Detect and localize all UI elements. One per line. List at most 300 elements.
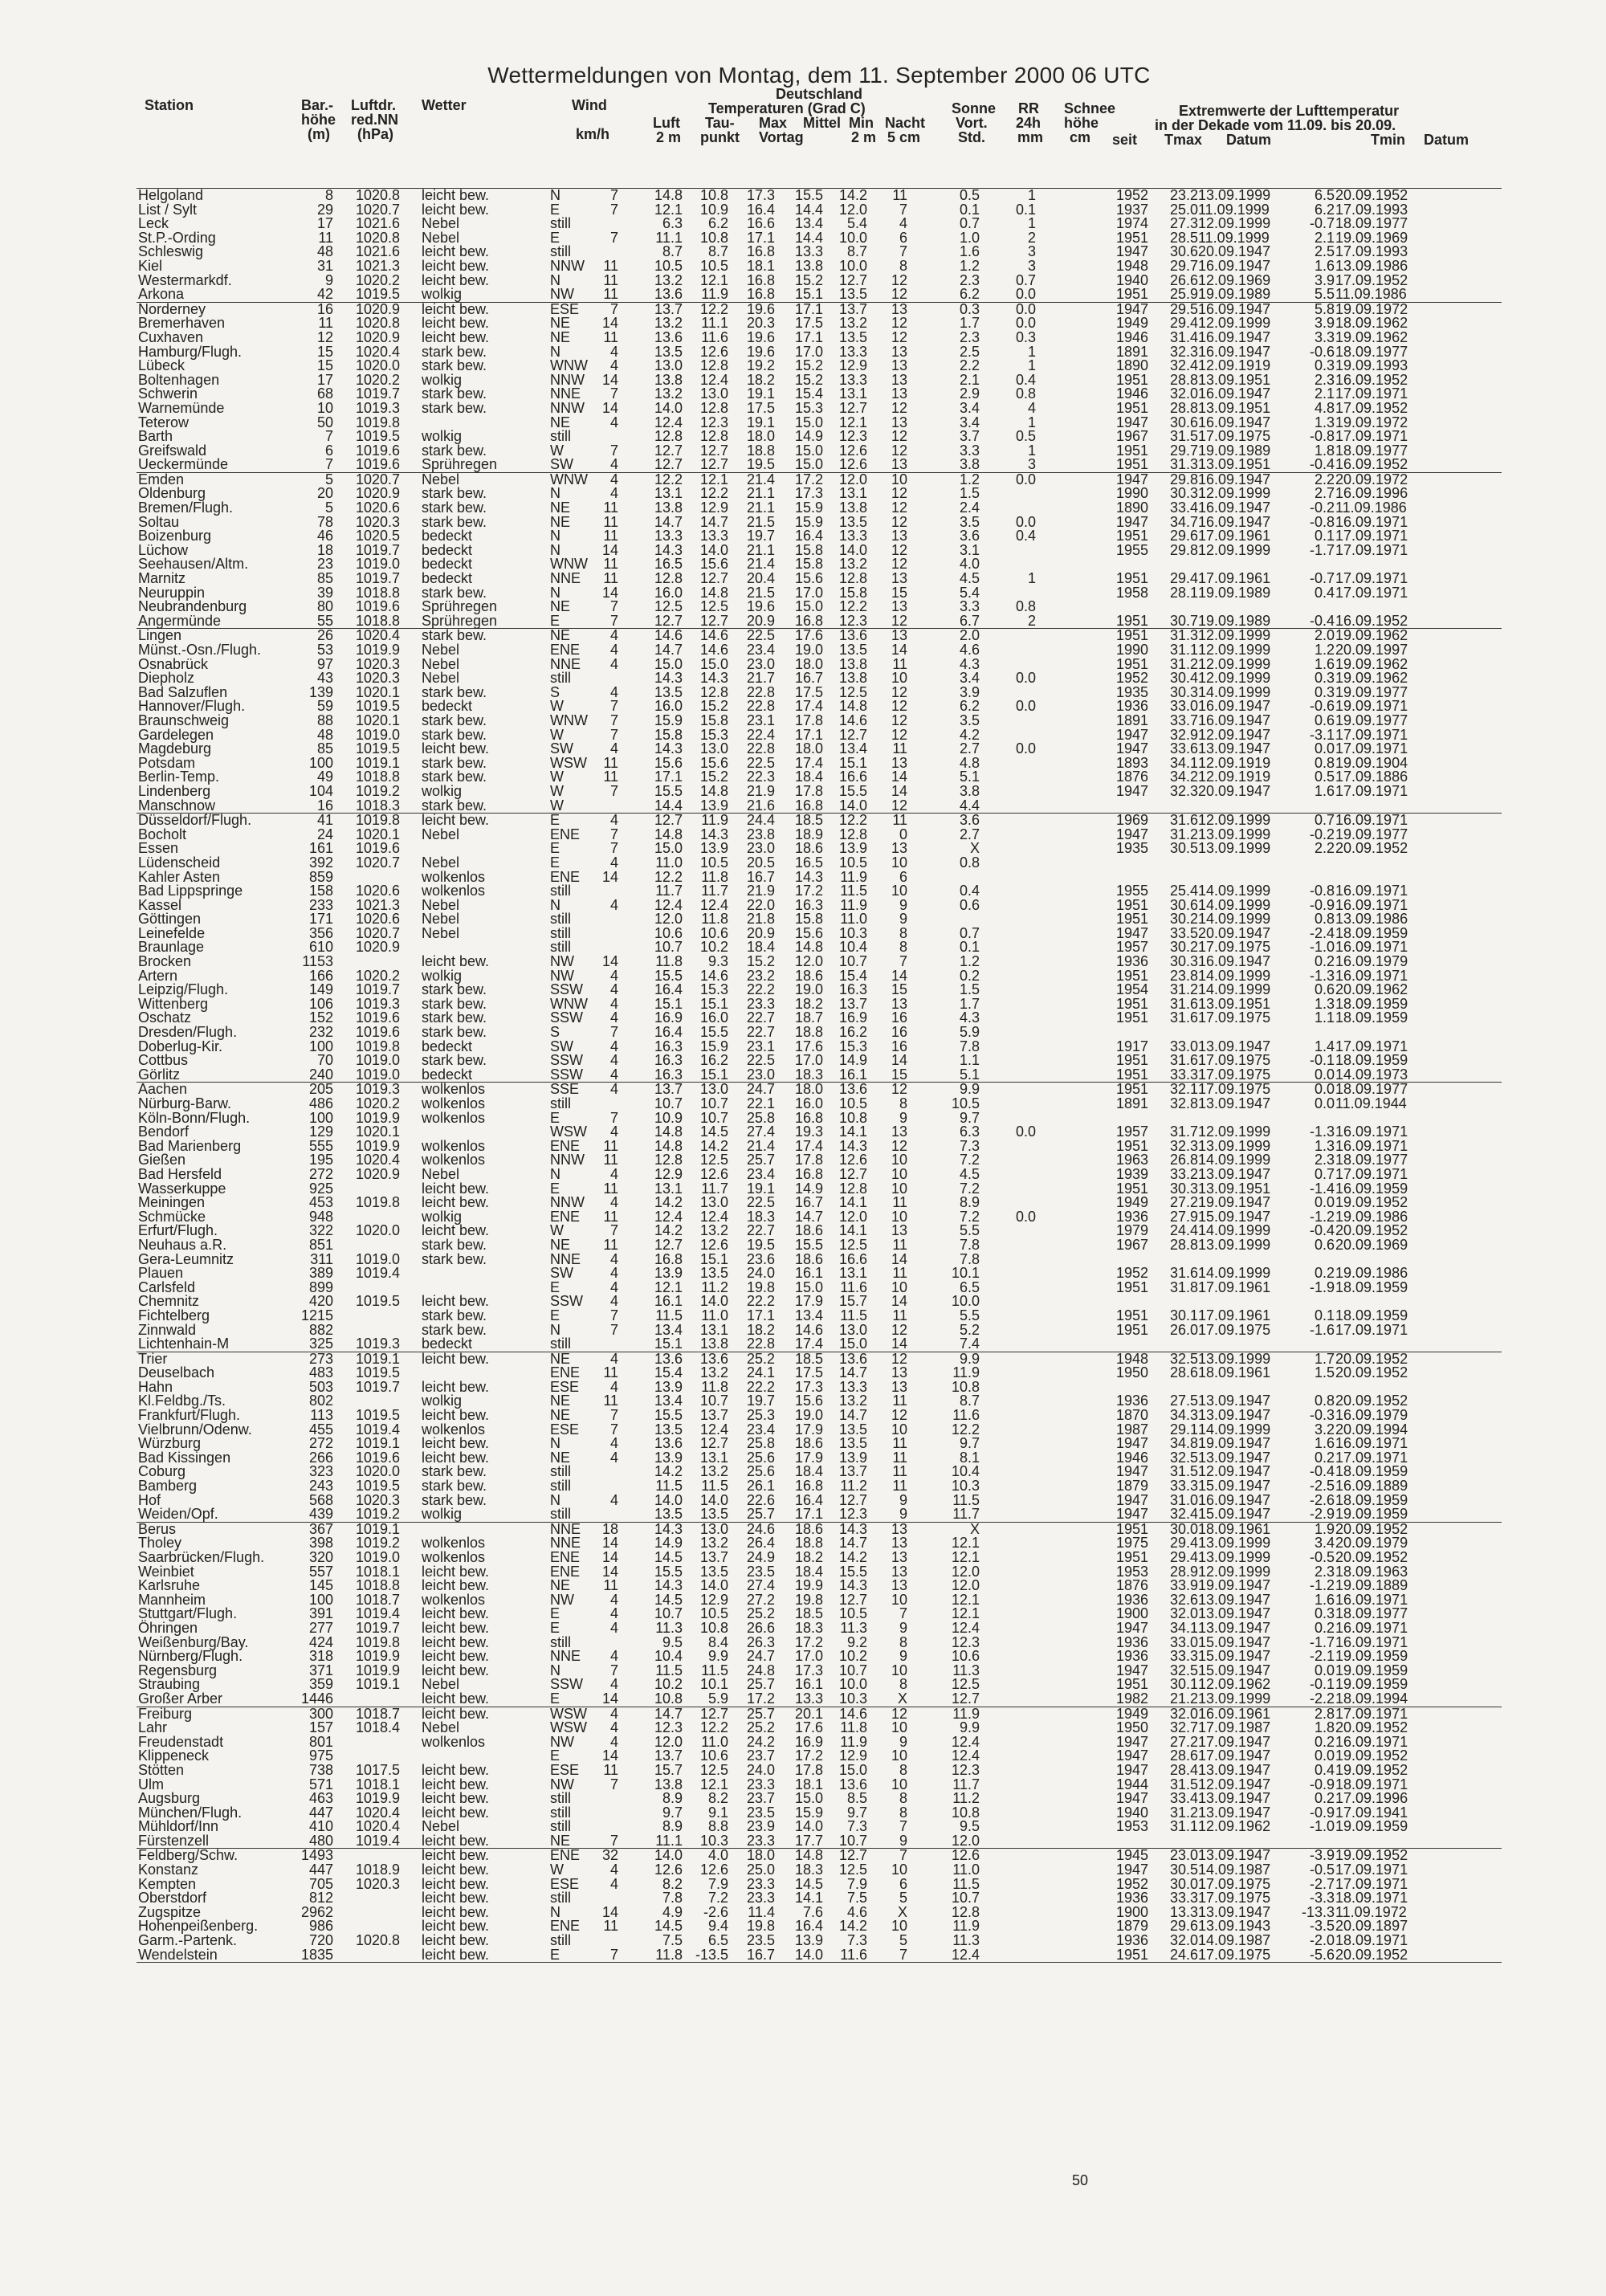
cell-station: Bad Hersfeld	[138, 1165, 222, 1182]
cell-wind-speed: 14	[601, 541, 618, 558]
cell-temp-min: 14.7	[838, 1407, 867, 1424]
cell-ext-tmin: -0.9	[1309, 896, 1335, 913]
cell-weather: leicht bew.	[422, 1890, 490, 1907]
cell-ext-tmax-date: 17.09.1975	[1198, 939, 1271, 956]
weather-report-sheet	[137, 48, 1502, 2188]
cell-station: Oldenburg	[138, 485, 206, 502]
cell-height: 1493	[300, 1847, 333, 1864]
header-nacht: Nacht	[885, 115, 926, 131]
cell-sunshine: 6.5	[959, 1279, 980, 1295]
cell-temp-mean: 17.1	[794, 328, 823, 345]
cell-ext-since: 1963	[1115, 1152, 1148, 1168]
header-5cm: 5 cm	[887, 129, 921, 145]
cell-temp-max: 26.3	[746, 1633, 775, 1650]
cell-pressure: 1020.2	[355, 967, 400, 984]
cell-ext-since: 1947	[1115, 1463, 1148, 1480]
cell-ext-tmin: 0.0	[1314, 1066, 1335, 1083]
cell-temp-max: 19.1	[746, 1180, 775, 1197]
cell-temp-night-5cm: 15	[891, 584, 907, 601]
table-row	[137, 1692, 1502, 1707]
cell-pressure: 1018.7	[355, 1591, 400, 1608]
cell-station: Großer Arber	[138, 1690, 223, 1707]
cell-weather: stark bew.	[422, 1321, 487, 1338]
cell-temp-air: 14.2	[654, 1463, 683, 1480]
cell-ext-tmin-date: 19.09.1962	[1335, 328, 1408, 345]
cell-ext-tmin-date: 16.09.1971	[1335, 1619, 1408, 1636]
cell-ext-tmin: -0.6	[1309, 698, 1335, 715]
cell-ext-tmax-date: 12.09.1947	[1198, 1463, 1271, 1480]
cell-ext-since: 1936	[1115, 1932, 1148, 1949]
cell-ext-tmin: -0.9	[1309, 1776, 1335, 1792]
cell-ext-since: 1937	[1115, 201, 1148, 218]
cell-height: 455	[308, 1421, 333, 1438]
cell-wind-dir: still	[550, 1790, 571, 1807]
cell-temp-air: 12.0	[654, 911, 683, 928]
cell-temp-dew: 12.5	[699, 598, 728, 615]
cell-temp-mean: 16.8	[794, 1109, 823, 1126]
cell-ext-tmin: 0.2	[1314, 1265, 1335, 1282]
cell-temp-mean: 16.8	[794, 797, 823, 814]
cell-ext-tmax: 30.6	[1169, 243, 1198, 260]
cell-station: Hamburg/Flugh.	[138, 343, 243, 360]
cell-weather: wolkig	[422, 782, 463, 799]
cell-wind-speed: 7	[609, 300, 618, 317]
cell-temp-mean: 18.6	[794, 1222, 823, 1239]
cell-sunshine: 11.2	[952, 1790, 980, 1807]
cell-precip-24h: 0.4	[1015, 528, 1036, 544]
header-datum-max: Datum	[1226, 132, 1272, 148]
cell-ext-tmin: -1.4	[1309, 1180, 1335, 1197]
cell-temp-air: 12.4	[654, 1208, 683, 1225]
cell-temp-max: 22.4	[746, 726, 775, 743]
cell-wind-dir: ENE	[550, 868, 581, 885]
cell-station: München/Flugh.	[138, 1804, 243, 1821]
cell-weather: leicht bew.	[422, 1293, 490, 1310]
cell-ext-since: 1975	[1115, 1535, 1148, 1552]
cell-pressure: 1019.6	[355, 442, 400, 459]
cell-height: 359	[308, 1676, 333, 1693]
cell-temp-min: 11.3	[840, 1619, 867, 1636]
cell-temp-max: 22.5	[746, 1194, 775, 1211]
cell-temp-mean: 18.2	[794, 1549, 823, 1565]
cell-precip-24h: 3	[1027, 243, 1036, 260]
cell-wind-dir: still	[550, 1095, 571, 1111]
cell-wind-dir: N	[550, 541, 560, 558]
cell-temp-mean: 17.5	[794, 1364, 823, 1381]
header-datum-min: Datum	[1424, 132, 1469, 148]
cell-wind-dir: NNE	[550, 385, 581, 402]
cell-pressure: 1020.1	[355, 683, 400, 700]
cell-temp-min: 7.5	[846, 1890, 867, 1907]
cell-temp-air: 9.7	[662, 1804, 683, 1821]
cell-ext-since: 1951	[1115, 655, 1148, 672]
cell-temp-min: 13.0	[838, 1321, 867, 1338]
cell-wind-speed: 4	[609, 1124, 618, 1140]
cell-precip-24h: 3	[1027, 456, 1036, 473]
cell-sunshine: 9.9	[959, 1719, 980, 1736]
cell-temp-dew: 14.5	[699, 1124, 728, 1140]
cell-sunshine: 0.1	[959, 201, 980, 218]
cell-temp-dew: 13.8	[699, 1336, 728, 1352]
cell-temp-mean: 19.3	[794, 1124, 823, 1140]
cell-ext-since: 1990	[1115, 642, 1148, 658]
cell-weather: leicht bew.	[422, 1449, 490, 1466]
cell-temp-dew: 11.7	[701, 883, 728, 899]
cell-temp-max: 26.4	[746, 1535, 775, 1552]
cell-temp-mean: 16.0	[794, 1095, 823, 1111]
cell-temp-mean: 18.4	[794, 1463, 823, 1480]
cell-ext-tmin: 0.6	[1314, 1236, 1335, 1253]
cell-ext-since: 1951	[1115, 1066, 1148, 1083]
cell-temp-dew: 8.2	[707, 1790, 728, 1807]
cell-sunshine: 11.7	[952, 1506, 980, 1523]
cell-precip-24h: 0.8	[1015, 385, 1036, 402]
cell-wind-dir: SSW	[550, 1676, 584, 1693]
cell-ext-tmax: 31.5	[1169, 428, 1198, 445]
cell-station: Osnabrück	[138, 655, 209, 672]
cell-wind-dir: N	[550, 1491, 560, 1508]
cell-ext-tmax: 29.1	[1169, 1421, 1198, 1438]
cell-temp-air: 16.5	[654, 556, 683, 573]
cell-pressure: 1020.9	[355, 939, 400, 956]
cell-station: Hof	[138, 1491, 161, 1508]
cell-temp-mean: 17.2	[794, 1747, 823, 1764]
cell-weather: leicht bew.	[422, 1350, 490, 1367]
cell-temp-night-5cm: 13	[891, 1364, 907, 1381]
cell-sunshine: 2.1	[959, 371, 980, 388]
cell-temp-dew: 10.7	[699, 1095, 728, 1111]
cell-precip-24h: 0.3	[1015, 328, 1036, 345]
cell-station: Kassel	[138, 896, 182, 913]
cell-sunshine: 12.1	[951, 1535, 980, 1552]
cell-height: 158	[308, 883, 333, 899]
cell-station: Weißenburg/Bay.	[138, 1633, 249, 1650]
cell-wind-dir: E	[550, 1747, 560, 1764]
cell-sunshine: 1.1	[959, 1052, 980, 1069]
cell-weather: leicht bew.	[422, 1918, 490, 1935]
cell-ext-tmax-date: 13.09.1947	[1198, 1407, 1271, 1424]
cell-temp-dew: 14.2	[699, 1137, 728, 1154]
cell-ext-tmax: 33.6	[1169, 740, 1198, 757]
cell-temp-max: 23.3	[746, 1875, 775, 1892]
cell-temp-air: 16.4	[654, 1024, 683, 1041]
cell-temp-dew: 11.5	[701, 1662, 728, 1678]
table-row	[137, 782, 1502, 799]
cell-sunshine: 12.6	[951, 1847, 980, 1864]
cell-ext-tmin: 2.2	[1314, 471, 1335, 487]
header-max: Max	[759, 115, 788, 131]
cell-ext-tmin: -0.8	[1309, 883, 1335, 899]
cell-station: Westermarkdf.	[138, 271, 232, 288]
cell-temp-mean: 18.6	[794, 1250, 823, 1267]
cell-height: 272	[308, 1435, 333, 1452]
cell-temp-dew: 11.8	[701, 911, 728, 928]
cell-ext-since: 1947	[1115, 513, 1148, 530]
cell-temp-night-5cm: 7	[899, 1605, 907, 1622]
cell-temp-min: 7.9	[846, 1875, 867, 1892]
cell-weather: leicht bew.	[422, 1222, 490, 1239]
cell-temp-air: 14.3	[654, 541, 683, 558]
cell-height: 48	[316, 726, 333, 743]
cell-wind-speed: 7	[609, 1321, 618, 1338]
cell-temp-max: 21.5	[746, 584, 775, 601]
cell-ext-tmax: 31.6	[1169, 1265, 1198, 1282]
cell-sunshine: 4.4	[959, 797, 980, 814]
cell-ext-since: 1891	[1115, 1095, 1148, 1111]
cell-wind-speed: 11	[603, 1577, 618, 1594]
cell-ext-tmax: 32.3	[1169, 343, 1198, 360]
cell-ext-tmax: 31.1	[1169, 1818, 1198, 1835]
cell-temp-max: 19.6	[746, 343, 775, 360]
cell-weather: stark bew.	[422, 485, 487, 502]
cell-temp-max: 23.3	[746, 995, 775, 1012]
cell-ext-tmin: 1.9	[1314, 1520, 1335, 1537]
cell-temp-max: 25.2	[746, 1350, 775, 1367]
cell-pressure: 1020.2	[355, 371, 400, 388]
table-row	[137, 259, 1502, 274]
cell-sunshine: 7.2	[959, 1180, 980, 1197]
cell-ext-tmax: 33.9	[1169, 1577, 1198, 1594]
cell-temp-max: 19.5	[746, 1236, 775, 1253]
cell-ext-tmin: -2.9	[1309, 1506, 1335, 1523]
cell-wind-dir: N	[550, 485, 560, 502]
cell-temp-night-5cm: 13	[891, 570, 907, 587]
cell-ext-since: 1946	[1115, 328, 1148, 345]
cell-height: 277	[308, 1619, 333, 1636]
cell-height: 1153	[302, 953, 333, 970]
cell-wind-dir: NE	[550, 1236, 571, 1253]
cell-wind-dir: NNE	[550, 570, 581, 587]
cell-temp-max: 18.2	[746, 371, 775, 388]
cell-height: 6	[324, 442, 333, 459]
cell-ext-tmax-date: 13.09.1947	[1198, 1591, 1271, 1608]
cell-temp-night-5cm: 8	[899, 924, 907, 941]
cell-ext-tmin-date: 17.09.1952	[1335, 399, 1408, 416]
cell-temp-mean: 19.0	[794, 642, 823, 658]
cell-temp-min: 13.7	[838, 1463, 867, 1480]
cell-wind-dir: SSW	[550, 1293, 584, 1310]
cell-temp-max: 22.8	[746, 740, 775, 757]
cell-wind-dir: ENE	[550, 1563, 581, 1580]
cell-ext-tmax: 32.0	[1169, 1705, 1198, 1722]
cell-ext-tmin: 5.8	[1314, 300, 1335, 317]
cell-ext-tmax-date: 12.09.1999	[1198, 485, 1271, 502]
cell-weather: leicht bew.	[422, 300, 490, 317]
cell-station: Nürburg-Barw.	[138, 1095, 232, 1111]
cell-temp-dew: 15.0	[699, 655, 728, 672]
cell-ext-tmax: 31.5	[1169, 1463, 1198, 1480]
cell-station: Lingen	[138, 627, 182, 644]
cell-ext-tmin-date: 16.09.1971	[1335, 1733, 1408, 1750]
cell-ext-since: 1953	[1115, 1563, 1148, 1580]
cell-temp-night-5cm: 12	[891, 683, 907, 700]
cell-temp-min: 13.6	[838, 627, 867, 644]
header-mm: mm	[1017, 129, 1044, 145]
cell-temp-air: 13.4	[654, 1393, 683, 1409]
cell-height: 300	[308, 1705, 333, 1722]
cell-temp-min: 11.9	[840, 1733, 867, 1750]
cell-height: 100	[308, 1591, 333, 1608]
cell-ext-tmax: 32.4	[1169, 1506, 1198, 1523]
cell-sunshine: X	[969, 840, 980, 857]
cell-ext-tmin: 0.6	[1314, 712, 1335, 728]
cell-sunshine: 3.5	[959, 712, 980, 728]
cell-station: Neuhaus a.R.	[138, 1236, 227, 1253]
cell-sunshine: 6.3	[959, 1124, 980, 1140]
cell-ext-since: 1879	[1115, 1478, 1148, 1495]
cell-temp-dew: 8.8	[707, 1818, 728, 1835]
cell-temp-air: 13.9	[654, 1265, 683, 1282]
cell-weather: Nebel	[422, 826, 460, 842]
cell-temp-air: 10.7	[654, 1605, 683, 1622]
cell-temp-mean: 17.8	[794, 1152, 823, 1168]
cell-sunshine: 10.7	[951, 1890, 980, 1907]
cell-temp-air: 14.3	[654, 670, 683, 687]
cell-wind-dir: E	[550, 840, 560, 857]
cell-ext-tmin-date: 17.09.1971	[1335, 584, 1408, 601]
cell-ext-tmin-date: 19.09.1952	[1335, 1747, 1408, 1764]
cell-temp-max: 24.7	[746, 1648, 775, 1665]
cell-station: Fichtelberg	[138, 1307, 210, 1323]
cell-temp-night-5cm: 9	[899, 896, 907, 913]
cell-temp-max: 19.7	[746, 1393, 775, 1409]
cell-temp-air: 14.0	[654, 1491, 683, 1508]
cell-temp-night-5cm: 13	[891, 528, 907, 544]
cell-temp-max: 24.0	[746, 1761, 775, 1778]
cell-temp-night-5cm: 10	[891, 1776, 907, 1792]
cell-ext-tmin: -0.8	[1309, 428, 1335, 445]
cell-ext-tmin: 0.7	[1314, 1165, 1335, 1182]
cell-temp-night-5cm: 10	[891, 1165, 907, 1182]
cell-temp-dew: 16.2	[699, 1052, 728, 1069]
cell-height: 17	[316, 215, 333, 232]
cell-pressure: 1019.1	[355, 1676, 400, 1693]
cell-ext-since: 1957	[1115, 1124, 1148, 1140]
cell-wind-dir: ENE	[550, 1364, 581, 1381]
cell-height: 97	[316, 655, 333, 672]
cell-temp-mean: 18.6	[794, 1435, 823, 1452]
cell-weather: wolkenlos	[422, 1549, 486, 1565]
cell-temp-mean: 14.9	[794, 1180, 823, 1197]
cell-temp-dew: 10.8	[699, 1619, 728, 1636]
cell-temp-dew: 15.9	[699, 1038, 728, 1054]
cell-sunshine: 4.3	[959, 655, 980, 672]
cell-temp-air: 13.6	[654, 286, 683, 303]
cell-wind-speed: 7	[609, 840, 618, 857]
cell-sunshine: 0.2	[959, 967, 980, 984]
cell-ext-tmin-date: 19.09.1959	[1335, 1506, 1408, 1523]
cell-ext-tmin: 2.0	[1314, 627, 1335, 644]
cell-temp-mean: 16.1	[794, 1265, 823, 1282]
cell-wind-speed: 11	[603, 1208, 618, 1225]
cell-station: Kl.Feldbg./Ts.	[138, 1393, 226, 1409]
cell-ext-tmax: 27.9	[1169, 1208, 1198, 1225]
cell-ext-tmin: 0.3	[1314, 357, 1335, 374]
cell-wind-speed: 14	[601, 1563, 618, 1580]
cell-ext-tmax-date: 19.09.1947	[1198, 1577, 1271, 1594]
cell-wind-dir: W	[550, 1222, 564, 1239]
cell-temp-min: 12.8	[838, 570, 867, 587]
cell-wind-speed: 4	[609, 1619, 618, 1636]
cell-temp-max: 21.4	[746, 556, 775, 573]
cell-ext-tmax-date: 20.09.1947	[1198, 782, 1271, 799]
table-row	[137, 1309, 1502, 1323]
cell-temp-night-5cm: 10	[891, 1862, 907, 1878]
cell-precip-24h: 2	[1027, 612, 1036, 629]
cell-station: Lahr	[138, 1719, 168, 1736]
cell-ext-tmax: 32.0	[1169, 385, 1198, 402]
cell-temp-max: 27.4	[746, 1577, 775, 1594]
cell-pressure: 1020.7	[355, 201, 400, 218]
cell-temp-max: 22.6	[746, 1491, 775, 1508]
cell-temp-max: 24.7	[746, 1081, 775, 1098]
cell-temp-night-5cm: 13	[891, 1563, 907, 1580]
cell-wind-speed: 7	[609, 726, 618, 743]
cell-ext-tmin-date: 19.09.1986	[1335, 1208, 1408, 1225]
cell-temp-min: 10.5	[838, 1605, 867, 1622]
cell-ext-tmin: 0.3	[1314, 670, 1335, 687]
cell-temp-min: 10.7	[838, 953, 867, 970]
cell-temp-min: 13.8	[838, 655, 867, 672]
cell-temp-night-5cm: 14	[891, 1250, 907, 1267]
cell-temp-night-5cm: 11	[892, 740, 907, 757]
cell-ext-tmax-date: 12.09.1999	[1198, 315, 1271, 332]
cell-height: 100	[308, 754, 333, 771]
cell-temp-dew: 16.0	[699, 1009, 728, 1026]
cell-ext-tmin: 3.9	[1314, 315, 1335, 332]
cell-ext-since: 1917	[1115, 1038, 1148, 1054]
cell-ext-since: 1955	[1115, 883, 1148, 899]
cell-ext-tmax: 30.3	[1169, 683, 1198, 700]
cell-pressure: 1019.5	[355, 1407, 400, 1424]
cell-temp-max: 16.6	[746, 215, 775, 232]
cell-ext-tmin-date: 16.09.1971	[1335, 883, 1408, 899]
cell-temp-max: 22.2	[746, 1293, 775, 1310]
cell-temp-min: 13.4	[838, 740, 867, 757]
cell-ext-since: 1947	[1115, 414, 1148, 430]
cell-pressure: 1018.1	[355, 1776, 400, 1792]
cell-temp-dew: 13.7	[699, 1549, 728, 1565]
cell-ext-tmin: 1.6	[1314, 655, 1335, 672]
cell-ext-tmax-date: 12.09.1919	[1198, 769, 1271, 785]
cell-height: 447	[308, 1862, 333, 1878]
cell-weather: leicht bew.	[422, 1662, 490, 1678]
cell-temp-night-5cm: 11	[892, 1307, 907, 1323]
cell-station: Weiden/Opf.	[138, 1506, 218, 1523]
cell-temp-min: 12.0	[838, 471, 867, 487]
cell-ext-tmax-date: 13.09.1999	[1198, 840, 1271, 857]
cell-height: 9	[324, 271, 333, 288]
cell-temp-min: 12.3	[838, 428, 867, 445]
cell-temp-dew: 13.2	[699, 1463, 728, 1480]
cell-temp-max: 23.4	[746, 642, 775, 658]
cell-temp-mean: 18.8	[794, 1535, 823, 1552]
cell-wind-speed: 4	[609, 414, 618, 430]
cell-ext-since: 1947	[1115, 1491, 1148, 1508]
cell-pressure: 1020.0	[355, 357, 400, 374]
cell-sunshine: X	[969, 1520, 980, 1537]
cell-temp-night-5cm: 9	[899, 1733, 907, 1750]
cell-ext-since: 1952	[1115, 1265, 1148, 1282]
cell-pressure: 1019.0	[355, 556, 400, 573]
cell-temp-max: 18.4	[746, 939, 775, 956]
cell-weather: stark bew.	[422, 442, 487, 459]
cell-ext-tmax: 25.0	[1169, 201, 1198, 218]
cell-ext-tmin-date: 19.09.1969	[1335, 229, 1408, 246]
cell-ext-tmax: 30.4	[1169, 670, 1198, 687]
cell-ext-tmin: 0.7	[1314, 812, 1335, 829]
cell-temp-min: 12.1	[838, 414, 867, 430]
